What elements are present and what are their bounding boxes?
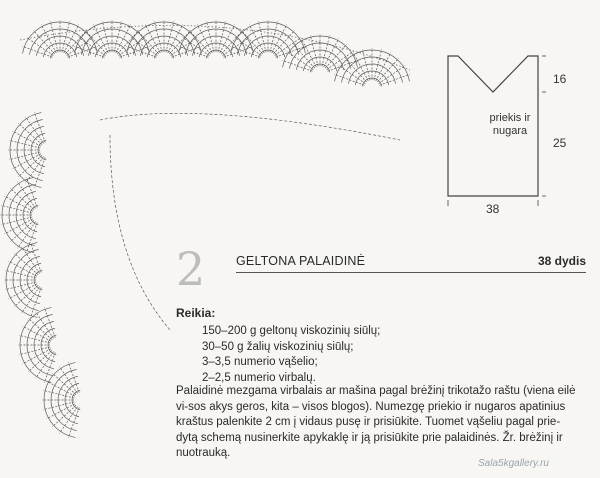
materials-item: 30–50 g žalių viskozinių siūlų; (202, 340, 354, 353)
part-label-line-1: priekis ir (489, 112, 531, 124)
dimension-width: 38 (486, 202, 500, 216)
site-watermark: Sala5kgallery.ru (478, 458, 549, 469)
dimension-neck-depth: 16 (553, 72, 567, 86)
instructions-line: Palaidinė mezgama virbalais ar mašina pagal brėžinį trikotažo raštu (viena eilė (176, 385, 576, 397)
pattern-size: 38 dydis (537, 254, 586, 268)
schematic-part-label (470, 112, 550, 138)
instructions-line: dytą schemą nusinerkite apykaklę ir ją prisiūkite prie palaidinės. Žr. brėžinį ir (176, 431, 563, 444)
materials-item: 3–3,5 numerio vąšelio; (202, 356, 318, 368)
part-label-line-2: nugara (492, 125, 528, 137)
instructions-line: kraštus palenkite 2 cm į vidaus pusę ir prisiūkite. Tuomet vąšeliu pagal prie- (176, 416, 561, 428)
instructions-paragraph (176, 384, 586, 462)
pattern-number: 2 (176, 242, 206, 296)
instructions-line: nuotrauką. (176, 447, 231, 459)
dimension-body-length: 25 (553, 136, 567, 150)
title-divider (236, 272, 586, 273)
materials-heading: Reikia: (176, 306, 216, 320)
pattern-title: GELTONA PALAIDINĖ (236, 254, 366, 268)
materials-item: 2–2,5 numerio virbalų. (202, 371, 316, 384)
garment-schematic (440, 48, 590, 223)
materials-item: 150–200 g geltonų viskozinių siūlų; (202, 325, 381, 337)
instructions-line: vi-sos akys geros, kita – visos blogos). Numezgę priekio ir nugaros apatinius (176, 400, 566, 413)
materials-list (202, 324, 380, 386)
